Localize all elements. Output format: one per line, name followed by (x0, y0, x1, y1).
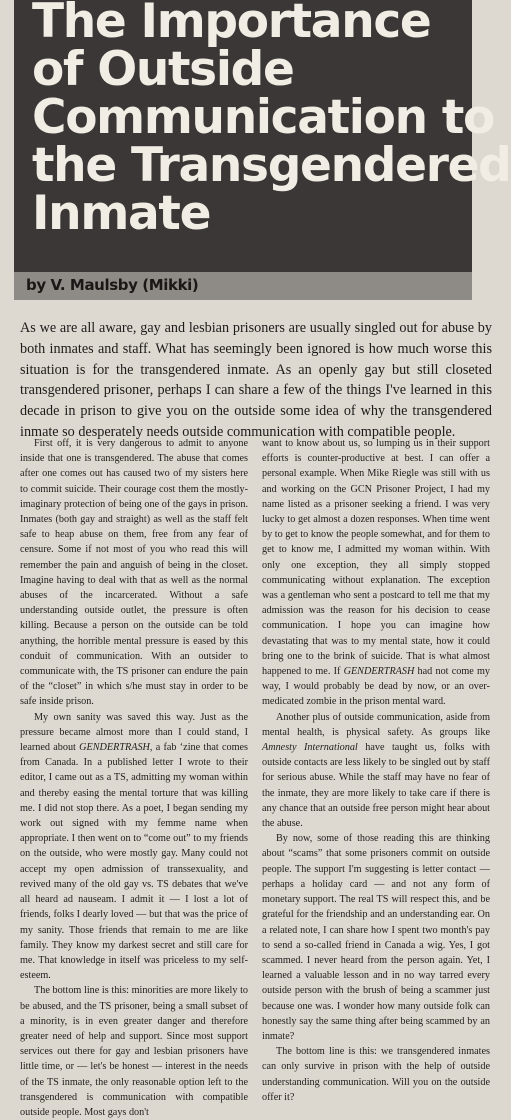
left-paragraph-2-text-a: My own sanity was saved this way. Just as the pressure became almost more than I could stand, I learned about (20, 711, 248, 754)
title-line-3: Communication to (32, 90, 494, 145)
right-paragraph-4: The bottom line is this: we transgendered inmates can only survive in prison with the help of outside understanding communication. Will you on the outside offer it? (262, 1046, 490, 1103)
left-paragraph-3: The bottom line is this: minorities are more likely to be abused, and the TS prisoner, being a small subset of a minority, is in even greater danger and therefore greater need of help and support. Since most support services out there for gay and lesbian prisoners have little time, or — let's be honest — interest in the needs of the TS inmate, the only reasonable option left to the transgendered is communication with compatible outside people. Most gays don't (20, 985, 248, 1118)
title-line-4: the Transgendered (32, 138, 511, 193)
right-paragraph-3: By now, some of those reading this are thinking about “scams” that some prisoners commit on outside people. The support I'm suggesting is letter contact — perhaps a holiday card — and not any form of monetary support. The real TS will respect this, and be grateful for the friendship and an understanding ear. On a related note, I can share how I spent two month's pay to send a so-called friend in Canada a wig. Yes, I got scammed. I never heard from the person again. Yet, I learned a valuable lesson and in no way tarred every outside person with the brush of being a scammer just because one was. I wonder how many outside folk can honestly say the same thing after being scammed by an inmate? (262, 833, 490, 1042)
left-column (20, 436, 248, 1120)
right-paragraph-1-text-a: want to know about us, so lumping us in their support efforts is counter-productive at best. I can offer a personal example. When Mike Riegle was still with us and working on the GCN Prisoner Project, I had my name listed as a prisoner seeking a friend. I was very lucky to get almost a dozen responses. When time went by to get to know the people somewhat, and for them to get to know me, I admitted my woman within. With only one exception, they all simply stopped communicating without explanation. The exception was a gentleman who sent a postcard to tell me that my admission was the reason for his decision to cease communication. I hope you can imagine how devastating that was to my mental state, how it could bring one to the brink of suicide. That is what almost happened to me. If (262, 438, 490, 678)
right-paragraph-2 (262, 710, 490, 832)
article-title (32, 0, 511, 241)
left-paragraph-1: First off, it is very dangerous to admit to anyone inside that one is transgendered. The abuse that comes after one comes out has caused two of my sisters here to commit suicide. Their courage cost them the mostly-imaginary protection of being one of the gays in prison. Inmates (both gay and straight) as well as the staff felt safe to heap abuse on them, free from any fear of censure. Some if not most of you who read this will remember the pain and anguish of being in the closet. Imagine having to deal with that as well as the normal abuses of the incarcerated. Without a safe understanding outside outlet, the pressure is often killing. Because a person on the outside can be told anything, the horrible mental pressure is eased by this conduit of communication. With an outsider to communicate with, the TS prisoner can endure the pain of the “closet” in which s/he must stay in order to be safe inside prison. (20, 438, 248, 708)
organization-name: Amnesty International (262, 742, 358, 754)
byline: by V. Maulsby (Mikki) (26, 276, 199, 294)
right-paragraph-1 (262, 436, 490, 710)
right-paragraph-2-text-a: Another plus of outside communication, aside from mental health, is physical safety. As groups like (262, 711, 490, 738)
publication-name: GENDERTRASH (79, 742, 150, 754)
byline-bar (14, 272, 472, 300)
left-paragraph-2 (20, 710, 248, 984)
right-paragraph-1-text-b: had not come my way, I would probably be dead by now, or an over-medicated zombie in the prison mental ward. (262, 666, 490, 708)
left-paragraph-2-text-b: , a fab ‘zine that comes from Canada. In a published letter I wrote to their editor, I came out as a TS, admitting my woman within and thereby easing the mental torture that was killing me. I did not stop there. As a poet, I began sending my work out signed with my femme name when appropriate. I then went on to “come out” to my friends on the outside, who were mostly gay. Many could not accept my open admission of transsexuality, and revived many of the old gay vs. TS debates that we've all heard ad nauseam. I admit it — I lost a lot of friends, folks I dearly loved — but that was the price of my sanity. Those friends that remain to me are like family. They know my darkest secret and still care for me. That knowledge in itself was priceless to my self-esteem. (20, 742, 248, 982)
title-line-2: of Outside (32, 42, 294, 97)
publication-name: GENDERTRASH (343, 666, 415, 678)
title-line-1: The Importance (32, 0, 431, 49)
right-column (262, 436, 490, 1105)
right-paragraph-2-text-b: have taught us, folks with outside contacts are less likely to be singled out by staff for serious abuse. While the staff may have no fear of the inmate, they are more likely to take care if there is any chance that an outside free person might hear about the abuse. (262, 742, 490, 830)
lede-paragraph: As we are all aware, gay and lesbian prisoners are usually singled out for abuse by both inmates and staff. What has seemingly been ignored is how much worse this situation is for the transgendered inmate. As an openly gay but still closeted transgendered prisoner, perhaps I can share a few of the things I've learned in this decade in prison to give you on the outside some idea of why the transgendered inmate so desperately needs outside communication with compatible people. (20, 320, 492, 440)
title-banner (14, 0, 511, 272)
title-line-5: Inmate (32, 186, 211, 241)
